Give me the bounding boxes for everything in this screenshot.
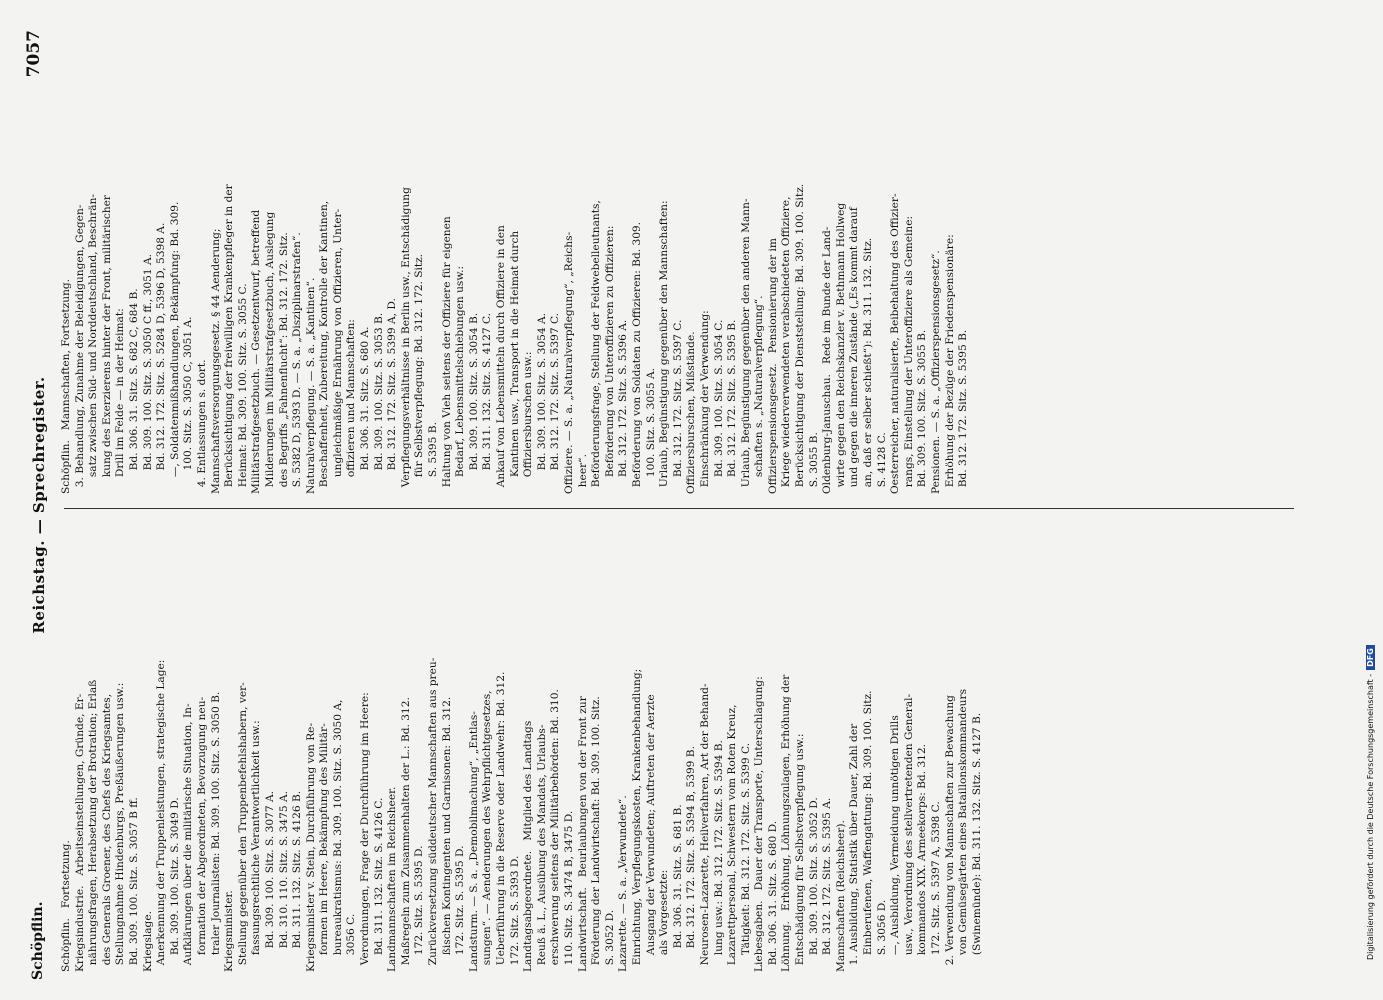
- register-line: erschwerung seitens der Militärbehörden: Bd. 310.: [549, 689, 562, 972]
- register-line: 110. Sitz. S. 3474 B, 3475 D.: [562, 810, 575, 972]
- register-line: Ueberführung in die Reserve oder Landwehr: Bd. 312.: [495, 671, 507, 972]
- register-line: Bd. 311. 132. Sitz. S. 4126 B.: [291, 790, 304, 972]
- register-line: Milderungen im Militärstrafgesetzbuch, Auslegung: [263, 211, 276, 494]
- register-line: Kantinen usw., Transport in die Heimat durch: [508, 230, 521, 494]
- register-line: Landtagsabgeordnete. Mitglied des Landtags: [522, 720, 535, 972]
- register-line: Stellung gegenüber den Truppenbefehlshabern, ver-: [236, 682, 249, 972]
- register-line: 172. Sitz. S. 5395 D.: [454, 845, 467, 972]
- register-line: Bd. 309. 100. Sitz. S. 3054 A.: [535, 313, 548, 494]
- register-line: traler Journalisten: Bd. 309. 100. Sitz. S. 3050 B.: [209, 691, 222, 972]
- register-line: S. 5382 D, 5393 D. — S. a. „Disziplinarstrafen“.: [291, 232, 304, 494]
- register-line: bureaukratismus: Bd. 309. 100. Sitz. S. 3050 A,: [331, 699, 344, 972]
- register-column-left: [60, 522, 984, 972]
- register-line: 2. Verwendung von Mannschaften zur Bewachung: [943, 695, 956, 972]
- register-line: 100. Sitz. S. 3055 A.: [644, 368, 657, 494]
- register-line: Offiziersburschen usw.:: [522, 351, 535, 494]
- register-line: Bd. 312. 172. Sitz. S. 5394 B, 5399 B.: [685, 746, 698, 972]
- register-line: Maßregeln zum Zusammenhalten der L.: Bd. 312.: [399, 697, 412, 972]
- register-line: Lazarettpersonal, Schwestern vom Roten Kreuz,: [726, 704, 739, 972]
- register-line: Bd. 306. 31. Sitz. S. 681 B.: [671, 804, 684, 972]
- register-line: Beförderungsfrage, Stellung der Feldwebelleutnants,: [590, 200, 603, 494]
- register-line: Kriegsminister.: [223, 890, 236, 972]
- register-line: wirte gegen den Reichskanzler v. Bethmann Hollweg: [834, 202, 847, 494]
- register-line: Bd. 309. 100. Sitz. S. 3057 B ff.: [127, 797, 140, 972]
- register-line: Pensionen. — S. a. „Offizierspensionsgesetz“.: [930, 250, 942, 494]
- register-line: Ausgang der Verwundeten; Auftreten der Aerzte: [644, 694, 657, 972]
- register-line: Verpflegungsverhältnisse in Berlin usw., Entschädigung: [399, 187, 412, 494]
- register-line: Aufklärungen über die militärische Situation, In-: [182, 703, 195, 972]
- register-line: rangs, Einstellung der Unteroffiziere als Gemeine:: [902, 215, 915, 494]
- register-line: —, Ausbildung, Vermeidung unnötigen Drills: [889, 715, 902, 972]
- register-line: 172. Sitz. S. 5393 D.: [508, 855, 521, 972]
- page-header: [14, 30, 54, 980]
- register-line: Bd. 312. 172. Sitz. S. 5284 D, 5396 D, 5398 A.: [155, 222, 168, 494]
- register-line: S. 3055 B.: [807, 432, 820, 494]
- register-line: Haltung von Vieh seitens der Offiziere für eigenen: [440, 216, 453, 494]
- register-line: Bd. 311. 132. Sitz. S. 4127 C.: [481, 312, 494, 494]
- register-line: kommandos XIX. Armeekorps: Bd. 312.: [916, 743, 929, 972]
- register-line: Tätigkeit: Bd. 312. 172. Sitz. S. 5399 C.: [739, 742, 752, 972]
- register-line: (Swinemünde): Bd. 311. 132. Sitz. S. 4127 B.: [970, 712, 983, 972]
- register-line: 3056 C.: [345, 913, 358, 972]
- register-line: formen im Heere, Bekämpfung des Militär-: [318, 723, 331, 972]
- register-line: Beförderung von Unteroffizieren zu Offizieren:: [603, 225, 616, 494]
- register-line: Heimat: Bd. 309. 100. Sitz. S. 3055 C.: [236, 283, 249, 494]
- register-line: Lazarette. — S. a. „Verwundete“.: [617, 795, 630, 972]
- register-line: Offizierspensionsgesetz. Pensionierung der im: [766, 238, 779, 494]
- register-line: Naturalverpflegung. — S. a. „Kantinen“.: [304, 277, 317, 494]
- register-line: Mannschaften (Reichsheer).: [834, 820, 847, 972]
- register-line: Entschädigung für Selbstverpflegung usw.:: [794, 733, 807, 972]
- register-line: Militärstrafgesetzbuch. — Gesetzentwurf, betreffend: [250, 209, 263, 494]
- register-line: Löhnung. Erhöhung, Löhnungszulagen, Erhöhung der: [780, 674, 793, 972]
- header-name: Schöpflin.: [30, 901, 46, 980]
- register-line: Bd. 309. 100. Sitz. S. 3049 D.: [168, 797, 181, 972]
- header-title: Reichstag. — Sprechregister.: [30, 376, 48, 634]
- register-line: Erhöhung der Bezüge der Friedenspensionäre:: [943, 234, 956, 494]
- register-line: lung usw.: Bd. 312. 172. Sitz. S. 5394 B.: [712, 740, 725, 972]
- register-line: S. 3052 D.: [603, 909, 616, 972]
- register-line: für Selbstverpflegung: Bd. 312. 172. Sitz.: [413, 253, 426, 494]
- register-line: 3. Behandlung, Zunahme der Beleidigungen, Gegen-: [73, 204, 86, 494]
- register-line: schaften s. „Naturalverpflegung“.: [753, 295, 766, 494]
- register-line: Offiziersburschen, Mißstände.: [685, 331, 698, 494]
- register-column-right: [60, 44, 971, 494]
- register-line: 100. Sitz. S. 3050 C, 3051 A.: [182, 316, 195, 494]
- register-line: Neurosen-Lazarette, Heilverfahren, Art der Behand-: [698, 683, 711, 972]
- register-line: sungen“. — Aenderungen des Wehrpflichtgesetzes,: [481, 690, 494, 972]
- register-line: Schöpflin. Mannschaften, Fortsetzung.: [60, 278, 72, 494]
- register-line: Bd. 309. 100. Sitz. S. 3054 B.: [467, 312, 480, 494]
- register-line: Oesterreicher, naturalisierte, Beibehaltung des Offizier-: [889, 193, 902, 494]
- register-line: Urlaub, Begünstigung gegenüber den Mannschaften:: [658, 200, 671, 494]
- register-line: Einrichtung, Verpflegungskosten, Krankenbehandlung;: [630, 668, 643, 972]
- register-line: ßischen Kontingenten und Garnisonen: Bd. 312.: [440, 696, 453, 972]
- register-line: S. 4128 C.: [875, 432, 888, 494]
- register-line: 172. Sitz. S. 5395 D.: [413, 845, 426, 972]
- register-line: Stellungnahme Hindenburgs, Preßäußerungen usw.:: [114, 682, 127, 972]
- digitization-note: [1366, 645, 1375, 960]
- register-line: Einschränkung der Verwendung:: [698, 310, 711, 494]
- register-line: Mannschaftsversorgungsgesetz. § 44 Aenderung;: [209, 228, 222, 494]
- register-line: Bd. 309. 100. Sitz. S. 3050 C ff., 3051 A.: [141, 253, 154, 494]
- register-line: Ankauf von Lebensmitteln durch Offiziere in den: [495, 225, 507, 494]
- register-line: Förderung der Landwirtschaft: Bd. 309. 100. Sitz.: [590, 696, 603, 972]
- register-line: —, Soldatenmißhandlungen, Bekämpfung: Bd. 309.: [168, 201, 181, 494]
- register-line: Kriege wiederverwendeten verabschiedeten Offiziere,: [780, 196, 793, 494]
- register-line: Bedarf, Lebensmittelschiebungen usw.:: [454, 265, 467, 494]
- register-line: Kriegslage.: [141, 911, 154, 972]
- register-line: usw., Verordnung des stellvertretenden General-: [902, 693, 915, 972]
- register-line: Beförderung von Soldaten zu Offizieren: Bd. 309.: [630, 221, 643, 494]
- register-line: Berücksichtigung der freiwilligen Krankenpfleger in der: [223, 184, 236, 494]
- register-line: nährungsfragen, Herabsetzung der Brotration; Erlaß: [87, 679, 100, 972]
- register-line: Bd. 312. 172. Sitz. S. 5395 B.: [726, 319, 739, 494]
- register-line: Bd. 306. 31. Sitz. S. 682 C, 684 B.: [127, 288, 140, 494]
- register-line: Liebesgaben. Dauer der Transporte, Unterschlagung:: [753, 676, 766, 972]
- register-line: Bd. 306. 31. Sitz. S. 680 D.: [766, 820, 779, 972]
- register-line: S. 5395 B.: [427, 422, 440, 494]
- register-line: offizieren und Mannschaften:: [345, 319, 358, 494]
- register-line: satz zwischen Süd- und Norddeutschland, Beschrän-: [87, 194, 100, 494]
- register-line: Landsturm. — S. a. „Demobilmachung“, „Entlas-: [467, 711, 480, 972]
- register-line: Bd. 309. 100. Sitz. S. 3054 C.: [712, 319, 725, 494]
- register-line: Reuß ä. L., Ausübung des Mandats, Urlaubs-: [535, 724, 548, 972]
- register-line: S. 3056 D.: [875, 899, 888, 972]
- register-line: Kriegsindustrie. Arbeitseinstellungen, Gründe, Er-: [73, 693, 86, 972]
- register-line: 4. Entlassungen s. dort.: [195, 359, 208, 494]
- register-line: heer“.: [576, 454, 589, 494]
- register-line: Bd. 312. 172. Sitz. S. 5397 C.: [549, 312, 562, 494]
- register-line: Zurückversetzung süddeutscher Mannschaften aus preu-: [427, 657, 440, 972]
- register-line: Drill im Felde — in der Heimat:: [114, 308, 127, 494]
- register-line: Bd. 310. 110. Sitz. S. 3475 A.: [277, 791, 290, 972]
- register-line: Einberufenen, Waffengattung: Bd. 309. 100. Sitz.: [862, 690, 875, 972]
- register-line: Bd. 309. 100. Sitz. S. 3055 B.: [916, 329, 929, 494]
- register-line: an, daß er selber schießt“): Bd. 311. 132. Sitz.: [862, 237, 875, 494]
- register-line: Anerkennung der Truppenleistungen, strategische Lage:: [155, 659, 168, 972]
- page-number: 7057: [24, 30, 44, 78]
- register-line: des Begriffs „Fahnenflucht“: Bd. 312. 172. Sitz.: [277, 232, 290, 494]
- register-line: des Generals Groener, des Chefs des Kriegsamtes,: [100, 693, 113, 972]
- column-divider: [64, 508, 1294, 509]
- register-line: Bd. 312. 172. Sitz. S. 5396 A.: [617, 319, 630, 494]
- register-line: Oldenburg-Januschau. Rede im Bunde der Land-: [821, 226, 834, 494]
- register-line: als Vorgesetzte:: [658, 869, 671, 972]
- register-line: Bd. 311. 132. Sitz. S. 4126 C.: [372, 797, 385, 972]
- register-line: Bd. 312. 172. Sitz. S. 5397 C.: [671, 319, 684, 494]
- register-line: Verordnungen, Frage der Durchführung im Heere:: [359, 692, 372, 972]
- register-line: Kriegsminister v. Stein, Durchführung von Re-: [304, 722, 317, 972]
- register-line: Urlaub, Begünstigung gegenüber den anderen Mann-: [739, 198, 752, 494]
- register-line: Landmannschaften im Reichsheer.: [386, 786, 399, 972]
- register-line: fassungsrechtliche Verantwortlichkeit usw.:: [250, 720, 263, 972]
- register-line: Bd. 312. 172. Sitz. S. 5395 A.: [821, 797, 834, 972]
- register-line: Bd. 309. 100. Sitz. S. 3052 D.: [807, 797, 820, 972]
- digitization-text: Digitalisierung gefördert durch die Deutsche Forschungsgemeinschaft -: [1366, 673, 1375, 960]
- dfg-logo: DFG: [1366, 645, 1375, 670]
- register-line: und gegen die inneren Zustände („Es kommt darauf: [848, 207, 861, 494]
- register-line: Bd. 312. 172. Sitz. S. 5395 B.: [957, 329, 970, 494]
- register-line: von Gemüsegärten eines Bataillonskommandeurs: [957, 688, 970, 972]
- register-line: Offiziere. — S. a. „Naturalverpflegung“, „Reichs-: [562, 231, 575, 494]
- register-line: Bd. 309. 100. Sitz. S. 3053 B.: [372, 312, 385, 494]
- register-line: Bd. 309. 100. Sitz. S. 3077 A.: [263, 791, 276, 972]
- register-line: Bd. 306. 31. Sitz. S. 680 A.: [359, 326, 372, 494]
- register-line: Landwirtschaft. Beurlaubungen von der Front zur: [576, 696, 589, 972]
- register-line: 172. Sitz. S. 5397 A, 5398 C.: [930, 801, 942, 972]
- register-line: kung des Exerzierens hinter der Front, militärischer: [100, 195, 113, 494]
- register-line: ungleichmäßige Ernährung von Offizieren, Unter-: [331, 208, 344, 494]
- register-line: 1. Ausbildung, Statistik über Dauer, Zahl der: [848, 723, 861, 972]
- register-line: Beschaffenheit, Zubereitung, Kontrolle der Kantinen,: [318, 200, 331, 494]
- register-line: Schöpflin. Fortsetzung.: [60, 840, 72, 972]
- register-line: Bd. 312. 172. Sitz. S. 5399 A, D.: [386, 298, 399, 494]
- register-line: Berücksichtigung der Dienststellung: Bd. 309. 100. Sitz.: [794, 183, 807, 494]
- register-line: formation der Abgeordneten, Bevorzugung neu-: [195, 696, 208, 972]
